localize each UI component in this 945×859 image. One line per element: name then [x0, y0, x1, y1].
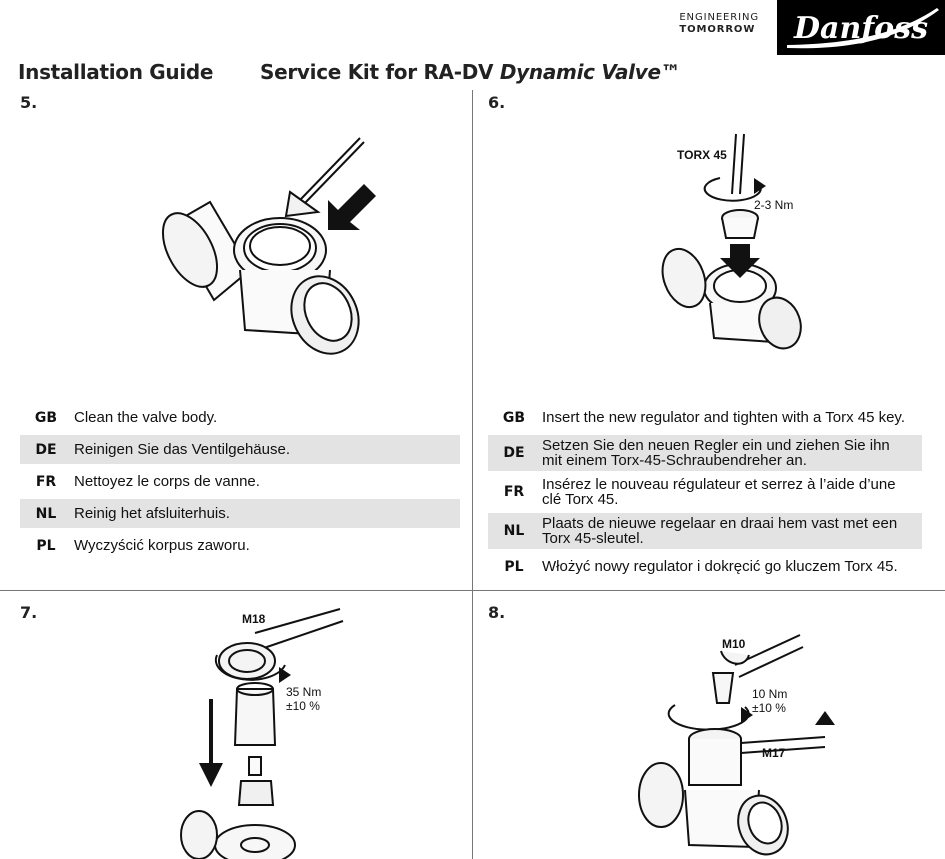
language-code: GB: [502, 409, 526, 426]
page-subtitle: [260, 60, 680, 84]
instruction-text: Nettoyez le corps de vanne.: [74, 473, 260, 490]
torque-label: 10 Nm: [752, 687, 788, 701]
horizontal-divider: [0, 590, 945, 591]
instruction-text: Reinigen Sie das Ventilgehäuse.: [74, 441, 290, 458]
instruction-row: [20, 467, 460, 496]
instruction-row: [488, 403, 922, 432]
instruction-row: [20, 531, 460, 560]
instruction-row: [488, 552, 922, 581]
instruction-text: Setzen Sie den neuen Regler ein und ziehen Sie ihn mit einem Torx-45-Schraubendreher an.: [542, 437, 890, 469]
instruction-row: [488, 513, 922, 549]
step-5-number: 5.: [20, 93, 38, 112]
language-code: GB: [34, 409, 58, 426]
danfoss-logo-mark: [777, 0, 945, 55]
rotate-arrow-icon: [815, 711, 835, 725]
rotate-arrow-icon: [279, 667, 291, 683]
instruction-text: Reinig het afsluiterhuis.: [74, 505, 230, 522]
tolerance-label: ±10 %: [286, 699, 320, 713]
instruction-text: Clean the valve body.: [74, 409, 218, 426]
instruction-text: Wyczyścić korpus zaworu.: [74, 537, 250, 554]
danfoss-logo: [777, 0, 945, 55]
language-code: PL: [504, 558, 524, 575]
arrow-down-icon: [199, 763, 223, 787]
step-5-instructions: [20, 403, 460, 563]
subtitle-trademark: ™: [660, 60, 681, 84]
language-code: FR: [503, 484, 525, 500]
brand-tagline: [679, 12, 759, 36]
instruction-text: Insert the new regulator and tighten with a Torx 45 key.: [542, 409, 905, 426]
brush-handle: [300, 138, 360, 200]
page-heading: [18, 60, 681, 84]
instruction-row: [20, 403, 460, 432]
step-7-number: 7.: [20, 603, 38, 622]
language-code: DE: [503, 445, 525, 461]
instruction-row: [488, 474, 922, 510]
tolerance-label: ±10 %: [752, 701, 786, 715]
subtitle-plain: Service Kit for RA-DV: [260, 60, 500, 84]
instruction-row: [20, 499, 460, 528]
step-8-number: 8.: [488, 603, 506, 622]
instruction-text: Włożyć nowy regulator i dokręcić go kluczem Torx 45.: [542, 558, 898, 575]
step-6-number: 6.: [488, 93, 506, 112]
vertical-divider: [472, 90, 473, 859]
subtitle-italic: Dynamic Valve: [499, 60, 661, 84]
instruction-text: Plaats de nieuwe regelaar en draai hem vast met een Torx 45-sleutel.: [542, 515, 898, 547]
step-8-illustration: [625, 625, 835, 859]
step-6-instructions: [488, 403, 922, 584]
language-code: NL: [35, 505, 57, 522]
logo-wordmark: Danfoss: [794, 11, 928, 46]
m18-label: M18: [242, 612, 266, 626]
page-title: Installation Guide: [18, 60, 214, 84]
m17-label: M17: [762, 746, 786, 760]
language-code: DE: [35, 441, 57, 458]
tagline-line1: ENGINEERING: [679, 12, 759, 23]
step-5-illustration: [150, 130, 390, 370]
step-7-illustration: [175, 605, 355, 859]
brand-header: [0, 0, 945, 56]
instruction-text: Insérez le nouveau régulateur et serrez à l’aide d’une clé Torx 45.: [542, 476, 896, 508]
torque-label: 2-3 Nm: [754, 198, 794, 212]
m10-label: M10: [722, 637, 746, 651]
instruction-row: [20, 435, 460, 464]
torx-label: TORX 45: [677, 148, 727, 162]
step-6-illustration: [650, 128, 810, 358]
language-code: FR: [35, 473, 57, 490]
language-code: NL: [503, 523, 525, 539]
arrow-icon: [328, 184, 376, 230]
instruction-row: [488, 435, 922, 471]
tagline-line2: TOMORROW: [679, 24, 756, 35]
language-code: PL: [36, 537, 56, 554]
torque-label: 35 Nm: [286, 685, 322, 699]
